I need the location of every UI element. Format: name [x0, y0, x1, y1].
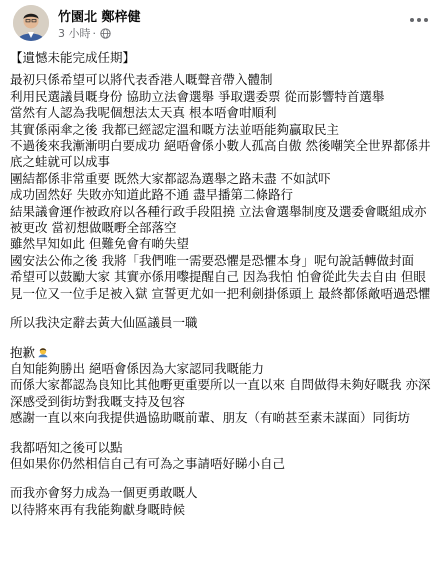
more-dot-icon: [417, 18, 421, 22]
bowing-person-emoji-icon: [37, 346, 49, 358]
post-line: 雖然早知如此 但難免會有啲失望: [10, 236, 189, 252]
post-line: 不過後來我漸漸明白要成功 絕唔會係小數人孤高自傲 然後嘲笑全世界都係井底之蛙就可以成事: [10, 138, 431, 170]
post-line: 團結都係非常重要 既然大家都認為選舉之路未盡 不如試吓: [10, 170, 331, 186]
post-line: 成功固然好 失敗亦知道此路不通 盡早播第二條路行: [10, 187, 293, 203]
post-line: 我都唔知之後可以點: [10, 439, 123, 455]
more-options-button[interactable]: [407, 10, 431, 30]
meta-separator: ·: [92, 26, 96, 40]
post-header: [0, 0, 441, 44]
more-dot-icon: [410, 18, 414, 22]
post-line: 希望可以鼓勵大家 其實亦係用嚟提醒自己 因為我怕 怕會從此失去自由 但眼見一位又一位手足被入獄 宣誓更尤如一把利劍掛係頭上 最終都係敵唔過恐懼: [10, 269, 431, 301]
post-line: 當然有人認為我呢個想法太天真 根本唔會咁順利: [10, 105, 277, 121]
post-line: 其實係兩傘之後 我都已經認定溫和嘅方法並唔能夠贏取民主: [10, 121, 339, 137]
post-line: 利用民選議員嘅身份 協助立法會選舉 爭取選委票 從而影響特首選舉: [10, 88, 385, 104]
post-line: 但如果你仍然相信自己有可為之事請唔好睇小自己: [10, 455, 286, 471]
post-line: 以待將來再有我能夠獻身嘅時候: [10, 501, 186, 517]
apology-line: [10, 345, 435, 361]
post-line: 感謝一直以來向我提供過協助嘅前輩、朋友（有啲甚至素未謀面）同街坊: [10, 410, 411, 426]
post-time[interactable]: 3 小時: [58, 27, 91, 40]
post-line: 結果議會運作被政府以各種行政手段阻撓 立法會選舉制度及選委會嘅組成亦被更改 當初想做嘅嘢全部落空: [10, 203, 427, 236]
post-heading: 【遺憾未能完成任期】: [10, 50, 136, 65]
post-line: 最初只係希望可以將代表香港人嘅聲音帶入體制: [10, 72, 273, 88]
avatar[interactable]: [13, 5, 49, 41]
author-name[interactable]: 竹園北 鄭梓健: [58, 10, 141, 25]
post-line: 而我亦會努力成為一個更勇敢嘅人: [10, 485, 198, 501]
globe-icon[interactable]: [100, 28, 111, 39]
post-line: 國安法公佈之後 我將「我們唯一需要恐懼是恐懼本身」呢句說話轉做封面: [10, 252, 414, 268]
apology-title: 抱歉: [10, 344, 36, 360]
post-line: 所以我決定辭去黃大仙區議員一職: [10, 315, 198, 331]
post-line: 而係大家都認為良知比其他嘢更重要所以一直以來 自問做得未夠好嘅我 亦深深感受到街坊對我嘅支持及包容: [10, 377, 431, 409]
post-body: [10, 50, 435, 518]
post-meta: [58, 25, 111, 41]
post-line: 自知能夠勝出 絕唔會係因為大家認同我嘅能力: [10, 360, 264, 376]
avatar-image: [13, 5, 49, 41]
more-dot-icon: [424, 18, 428, 22]
